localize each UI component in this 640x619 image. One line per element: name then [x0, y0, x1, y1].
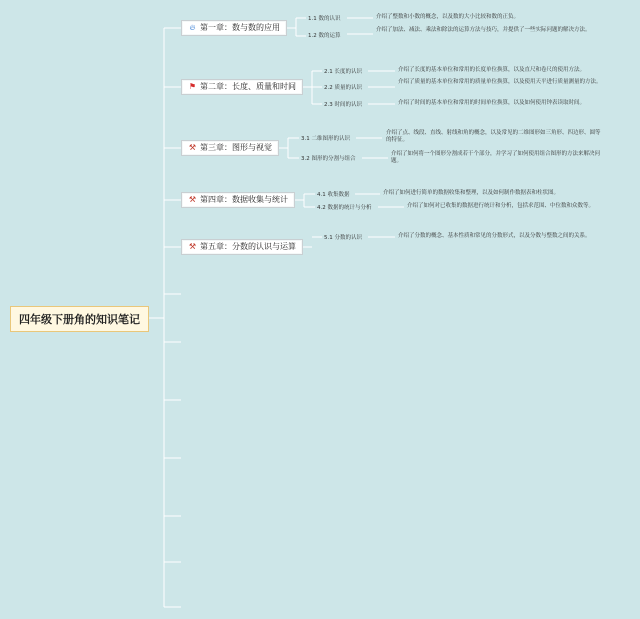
chapter-5[interactable] [181, 239, 303, 255]
section-3-2-desc: 介绍了如何将一个图形分割成若干个部分，并学习了如何使用组合图形的方法来解决问题。 [391, 151, 601, 164]
chapter-2[interactable] [181, 79, 303, 95]
chapter-4[interactable] [181, 192, 295, 208]
section-1-1-desc: 介绍了整数和小数的概念，以及数的大小比较和数的正负。 [376, 14, 520, 20]
section-2-2-desc: 介绍了质量的基本单位和常用的质量单位换算，以及使用天平进行质量测量的方法。 [398, 79, 602, 85]
tools-icon: ⚒ [188, 143, 197, 152]
chapter-4-title: 第四章：数据收集与统计 [200, 195, 288, 204]
section-2-3-desc: 介绍了时间的基本单位和常用的时间单位换算，以及如何使用钟表读取时间。 [398, 100, 586, 106]
section-1-2-desc: 介绍了加法、减法、乘法和除法的运算方法与技巧，并提供了一些实际问题的解决方法。 [376, 27, 591, 33]
section-2-3[interactable]: 2.3 时间的认识 [324, 102, 362, 108]
flag-icon: ⚑ [188, 82, 197, 91]
section-3-1-desc: 介绍了点、线段、直线、射线和角的概念，以及常见的二维图形如三角形、四边形、圆等的特征。 [386, 130, 601, 143]
section-5-1[interactable]: 5.1 分数的认识 [324, 235, 362, 241]
section-2-1-desc: 介绍了长度的基本单位和常用的长度单位换算，以及直尺和卷尺的使用方法。 [398, 67, 586, 73]
section-4-2[interactable]: 4.2 数据的统计与分析 [317, 205, 372, 211]
section-2-2[interactable]: 2.2 质量的认识 [324, 85, 362, 91]
section-4-1-desc: 介绍了如何进行简单的数据收集和整理，以及如何制作数据表和柱状图。 [383, 190, 560, 196]
section-1-1[interactable]: 1.1 数的认识 [308, 16, 341, 22]
chapter-1[interactable] [181, 20, 287, 36]
chapter-1-title: 第一章：数与数的应用 [200, 23, 280, 32]
chapter-3[interactable] [181, 140, 279, 156]
section-4-1[interactable]: 4.1 收集数据 [317, 192, 350, 198]
tools-icon: ⚒ [188, 195, 197, 204]
section-3-2[interactable]: 3.2 图形的分割与组合 [301, 156, 356, 162]
section-3-1[interactable]: 3.1 二维图形的认识 [301, 136, 350, 142]
section-4-2-desc: 介绍了如何对已收集的数据进行统计和分析，包括求范围、中位数和众数等。 [407, 203, 595, 209]
section-5-1-desc: 介绍了分数的概念、基本性质和常见的分数形式，以及分数与整数之间的关系。 [398, 233, 591, 239]
chapter-5-title: 第五章：分数的认识与运算 [200, 242, 296, 251]
fire-icon: 🔥︎ [189, 23, 196, 32]
chapter-2-title: 第二章：长度、质量和时间 [200, 82, 296, 91]
section-1-2[interactable]: 1.2 数的运算 [308, 33, 341, 39]
chapter-3-title: 第三章：图形与视觉 [200, 143, 272, 152]
section-2-1[interactable]: 2.1 长度的认识 [324, 69, 362, 75]
tools-icon: ⚒ [188, 242, 197, 251]
root-topic[interactable]: 四年级下册角的知识笔记 [10, 306, 149, 332]
